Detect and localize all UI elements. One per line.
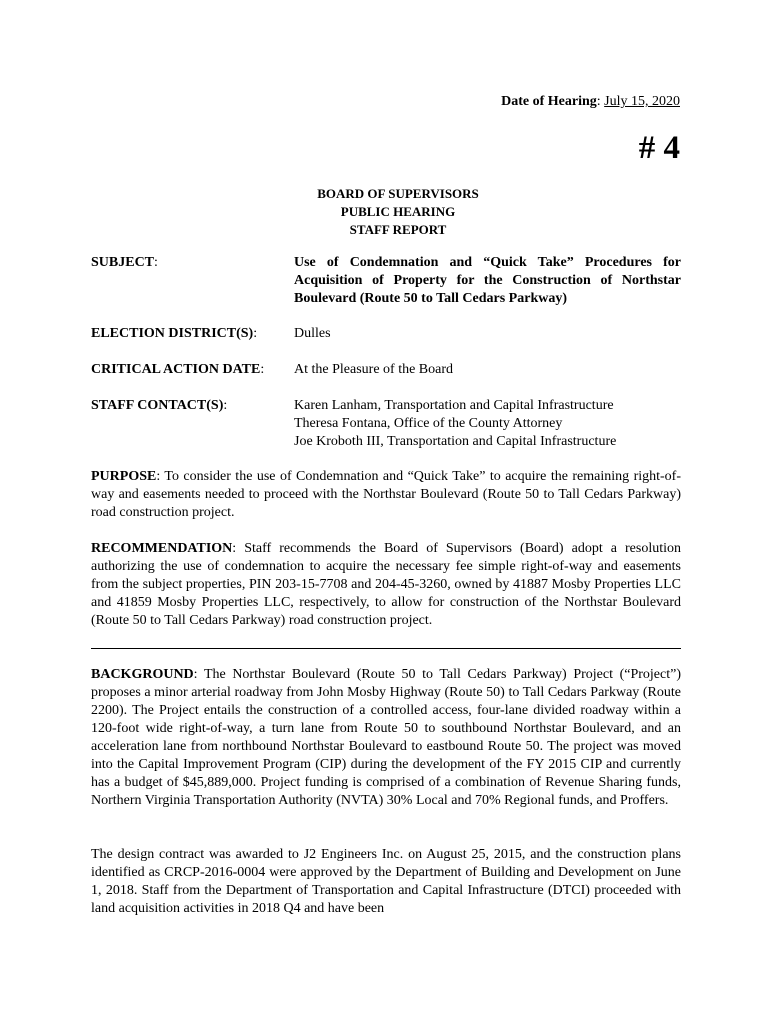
- critical-action-date-value: At the Pleasure of the Board: [294, 362, 454, 377]
- section-divider: [91, 648, 681, 649]
- recommendation-label: RECOMMENDATION: [91, 541, 233, 556]
- background-label: BACKGROUND: [91, 667, 194, 682]
- staff-contact: Theresa Fontana, Office of the County Attorney: [294, 416, 563, 431]
- subject-label: SUBJECT:: [91, 255, 158, 270]
- critical-action-date-field: [91, 361, 681, 379]
- hearing-date: Date of Hearing: July 15, 2020: [501, 94, 680, 109]
- staff-contacts-field: [91, 397, 681, 451]
- staff-contact: Karen Lanham, Transportation and Capital Infrastructure: [294, 398, 614, 413]
- election-district-label: ELECTION DISTRICT(S):: [91, 326, 258, 341]
- staff-contacts-label: STAFF CONTACT(S):: [91, 398, 228, 413]
- header-line-board: BOARD OF SUPERVISORS: [317, 186, 479, 201]
- subject-field: [91, 254, 681, 310]
- recommendation-paragraph: RECOMMENDATION: Staff recommends the Board of Supervisors (Board) adopt a resolution authorizing the use of condemnation to acquire the necessary fee simple right-of-way and easements from the subject properties, PIN 203-15-7708 and 204-45-3260, owned by 41887 Mosby Properties LLC and 41859 Mosby Properties LLC, respectively, to allow for construction of the Northstar Boulevard (Route 50 to Tall Cedars Parkway) road construction project.: [91, 541, 682, 628]
- staff-contacts-list: [294, 397, 681, 451]
- hearing-date-label: Date of Hearing: [501, 94, 597, 109]
- background-paragraph: BACKGROUND: The Northstar Boulevard (Route 50 to Tall Cedars Parkway) Project (“Project”) proposes a minor arterial roadway from John Mosby Highway (Route 50) to Tall Cedars Parkway (Route 2200). The Project entails the construction of a controlled access, four-lane divided roadway within a 120-foot wide right-of-way, a turn lane from Route 50 to southbound Northstar Boulevard, and an acceleration lane from northbound Northstar Boulevard to eastbound Route 50. The project was moved into the Capital Improvement Program (CIP) during the development of the FY 2015 CIP and currently has a budget of $45,889,000. Project funding is comprised of a combination of Revenue Sharing funds, Northern Virginia Transportation Authority (NVTA) 30% Local and 70% Regional funds, and Proffers.: [91, 667, 681, 808]
- subject-value: Use of Condemnation and “Quick Take” Procedures for Acquisition of Property for the Construction of Northstar Boulevard (Route 50 to Tall Cedars Parkway): [294, 255, 681, 306]
- report-header: [278, 185, 518, 239]
- election-district-value: Dulles: [294, 326, 331, 341]
- critical-action-date-label: CRITICAL ACTION DATE:: [91, 362, 265, 377]
- purpose-text: To consider the use of Condemnation and “Quick Take” to acquire the remaining right-of-way and easements needed to proceed with the Northstar Boulevard (Route 50 to Tall Cedars Parkway) road construction project.: [91, 469, 681, 520]
- purpose-label: PURPOSE: [91, 469, 157, 484]
- hearing-date-value: July 15, 2020: [604, 94, 680, 109]
- header-line-hearing: PUBLIC HEARING: [340, 204, 456, 219]
- election-district-field: [91, 325, 681, 343]
- background-paragraph-2: The design contract was awarded to J2 Engineers Inc. on August 25, 2015, and the construction plans identified as CRCP-2016-0004 were approved by the Department of Building and Development on June 1, 2018. Staff from the Department of Transportation and Capital Infrastructure (DTCI) proceeded with land acquisition activities in 2018 Q4 and have been: [91, 847, 681, 916]
- header-line-report: STAFF REPORT: [349, 222, 447, 237]
- item-number: # 4: [638, 130, 680, 166]
- background-text: The Northstar Boulevard (Route 50 to Tall Cedars Parkway) Project (“Project”) proposes a minor arterial roadway from John Mosby Highway (Route 50) to Tall Cedars Parkway (Route 2200). The Project entails the construction of a controlled access, four-lane divided roadway within a 120-foot wide right-of-way, a turn lane from Route 50 to southbound Northstar Boulevard, and an acceleration lane from northbound Northstar Boulevard to eastbound Route 50. The project was moved into the Capital Improvement Program (CIP) during the development of the FY 2015 CIP and currently has a budget of $45,889,000. Project funding is comprised of a combination of Revenue Sharing funds, Northern Virginia Transportation Authority (NVTA) 30% Local and 70% Regional funds, and Proffers.: [91, 667, 681, 808]
- recommendation-text: Staff recommends the Board of Supervisors (Board) adopt a resolution authorizing the use of condemnation to acquire the necessary fee simple right-of-way and easements from the subject properties, PIN 203-15-7708 and 204-45-3260, owned by 41887 Mosby Properties LLC and 41859 Mosby Properties LLC, respectively, to allow for construction of the Northstar Boulevard (Route 50 to Tall Cedars Parkway) road construction project.: [91, 541, 682, 628]
- staff-contact: Joe Kroboth III, Transportation and Capital Infrastructure: [294, 434, 617, 449]
- purpose-paragraph: PURPOSE: To consider the use of Condemnation and “Quick Take” to acquire the remaining right-of-way and easements needed to proceed with the Northstar Boulevard (Route 50 to Tall Cedars Parkway) road construction project.: [91, 469, 681, 520]
